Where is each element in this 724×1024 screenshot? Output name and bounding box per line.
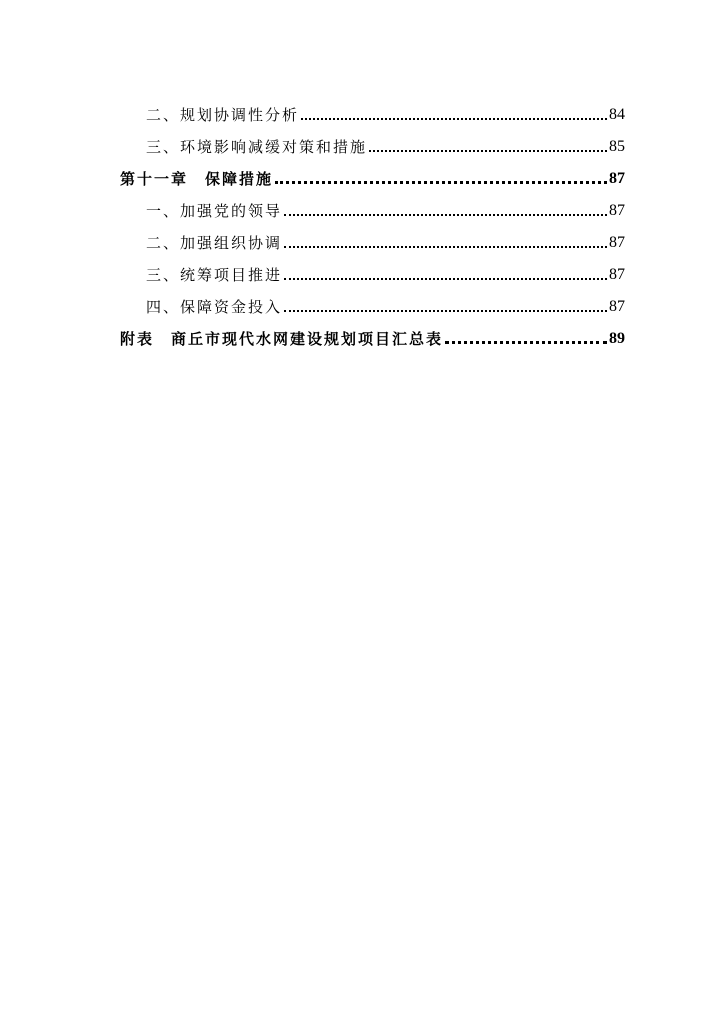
toc-entry-page: 85 bbox=[609, 138, 625, 155]
toc-leader-dots bbox=[284, 246, 607, 248]
toc-entry-page: 87 bbox=[609, 298, 625, 315]
toc-leader-dots bbox=[284, 310, 607, 312]
toc-entry-title: 第十一章 保障措施 bbox=[120, 170, 274, 188]
toc-entry-page: 87 bbox=[609, 234, 625, 251]
toc-entry-page: 89 bbox=[609, 330, 625, 347]
toc-entry-title: 附表 商丘市现代水网建设规划项目汇总表 bbox=[120, 330, 444, 348]
toc-leader-dots bbox=[445, 341, 607, 344]
toc-entry[interactable] bbox=[120, 124, 625, 156]
toc-entry-title: 二、加强组织协调 bbox=[146, 234, 283, 252]
toc-entry-title: 三、统筹项目推进 bbox=[146, 266, 283, 284]
toc-chapter-entry[interactable] bbox=[120, 156, 625, 188]
toc-leader-dots bbox=[284, 278, 607, 280]
table-of-contents bbox=[120, 92, 625, 348]
toc-entry[interactable] bbox=[120, 252, 625, 284]
toc-entry[interactable] bbox=[120, 188, 625, 220]
toc-appendix-entry[interactable] bbox=[120, 316, 625, 348]
toc-entry[interactable] bbox=[120, 220, 625, 252]
toc-entry[interactable] bbox=[120, 284, 625, 316]
toc-entry-title: 二、规划协调性分析 bbox=[146, 106, 300, 124]
toc-entry-page: 87 bbox=[609, 266, 625, 283]
toc-entry-title: 一、加强党的领导 bbox=[146, 202, 283, 220]
toc-entry-title: 四、保障资金投入 bbox=[146, 298, 283, 316]
toc-leader-dots bbox=[284, 214, 607, 216]
toc-entry[interactable] bbox=[120, 92, 625, 124]
toc-leader-dots bbox=[301, 118, 607, 120]
toc-entry-title: 三、环境影响减缓对策和措施 bbox=[146, 138, 368, 156]
toc-entry-page: 84 bbox=[609, 106, 625, 123]
toc-leader-dots bbox=[369, 150, 607, 152]
toc-leader-dots bbox=[275, 181, 607, 184]
toc-entry-page: 87 bbox=[609, 202, 625, 219]
toc-entry-page: 87 bbox=[609, 170, 625, 187]
